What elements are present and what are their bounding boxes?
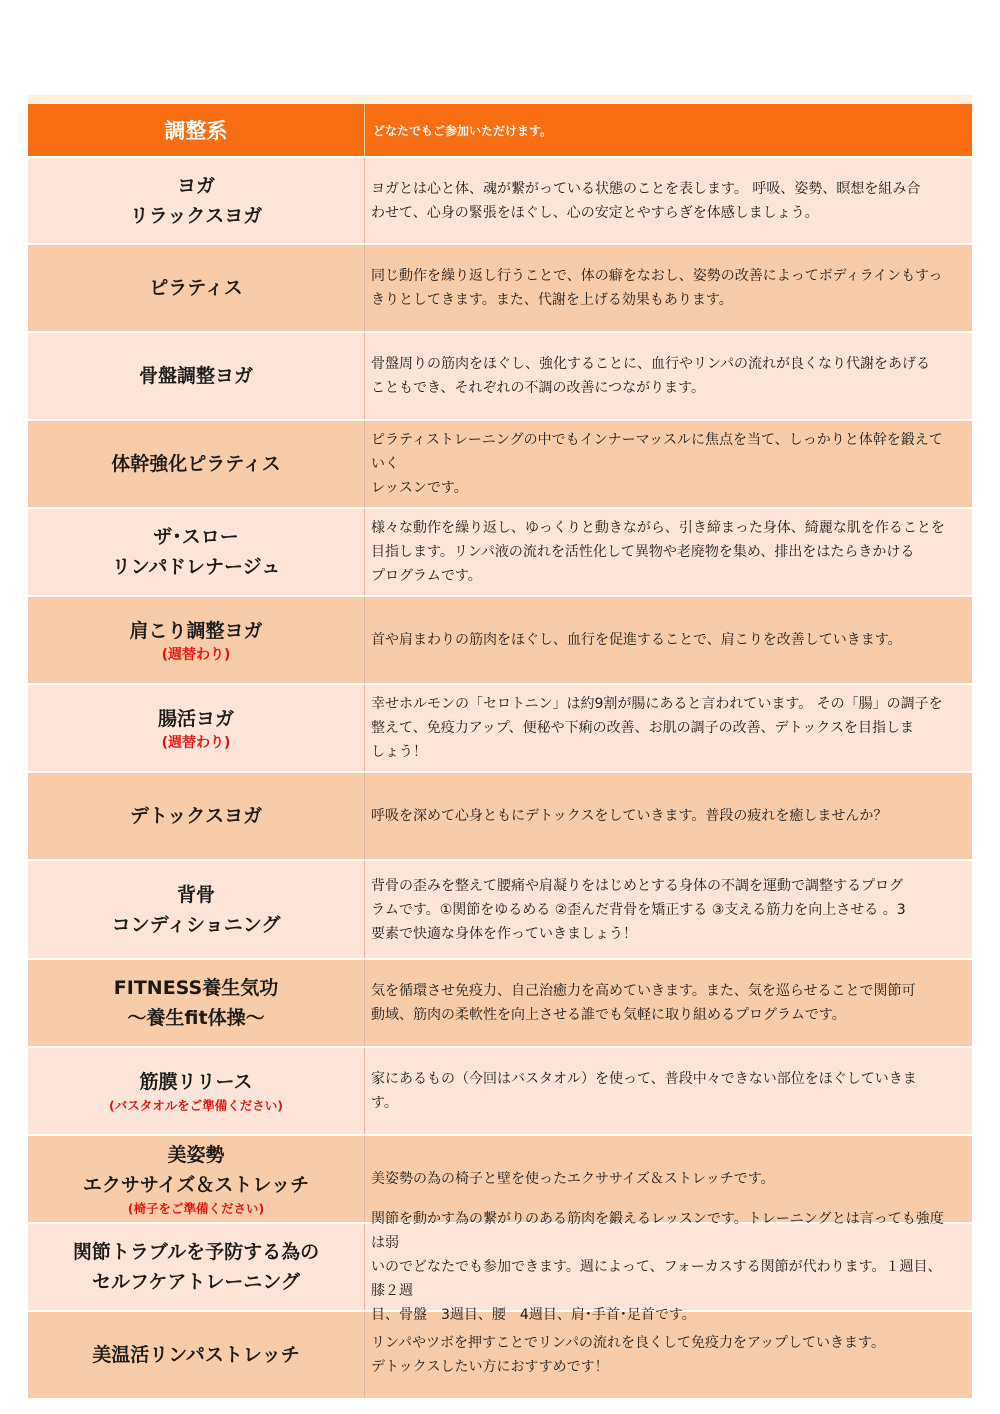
table-row — [28, 509, 972, 597]
table-row — [28, 685, 972, 773]
program-description: 家にあるもの（今回はバスタオル）を使って、普段中々できない部位をほぐしていきま す。 — [371, 1071, 917, 1111]
preparation-note: (椅子をご準備ください) — [127, 1201, 265, 1216]
program-title: 背骨 コンディショニング — [111, 883, 281, 936]
schedule-note: (週替わり) — [161, 647, 231, 663]
program-description: 背骨の歪みを整えて腰痛や肩凝りをはじめとする身体の不調を運動で調整するプログ ラムです。①関節をゆるめる ②歪んだ背骨を矯正する ③支える筋力を向上させる 。3 要素で快適な身体を作っていきましょう！ — [371, 877, 906, 942]
program-title: 関節トラブルを予防する為の セルフケアトレーニング — [72, 1241, 320, 1293]
program-description: 同じ動作を繰り返し行うことで、体の癖をなおし、姿勢の改善によってボディラインもすっ きりとしてきます。また、代謝を上げる効果もあります。 — [371, 268, 943, 308]
program-table — [28, 104, 972, 1400]
program-description: 幸せホルモンの「セロトニン」は約9割が腸にあると言われています。 その「腸」の調子を 整えて、免疫力アップ、便秘や下痢の改善、お肌の調子の改善、デトックスを目指しま しょう！ — [371, 696, 943, 760]
program-description: 気を循環させ免疫力、自己治癒力を高めていきます。また、気を巡らせることで関節可 動域、筋肉の柔軟性を向上させる誰でも気軽に取り組めるプログラムです。 — [371, 983, 916, 1023]
program-title: 骨盤調整ヨガ — [138, 365, 253, 387]
table-row — [28, 421, 972, 509]
program-title: 美姿勢 エクササイズ＆ストレッチ — [82, 1144, 310, 1196]
program-description: ヨガとは心と体、魂が繋がっている状態のことを表します。 呼吸、姿勢、瞑想を組み合 わせて、心身の緊張をほぐし、心の安定とやすらぎを体感しましょう。 — [371, 180, 921, 221]
table-row — [28, 1312, 972, 1400]
program-description: ピラティストレーニングの中でもインナーマッスルに焦点を当て、しっかりと体幹を鍛えていく レッスンです。 — [371, 432, 943, 496]
schedule-note: (週替わり) — [161, 735, 231, 751]
table-row — [28, 773, 972, 861]
program-title: 腸活ヨガ — [157, 708, 234, 730]
program-title: 肩こり調整ヨガ — [129, 620, 263, 642]
program-title: 美温活リンパストレッチ — [92, 1344, 300, 1366]
program-description: リンパやツボを押すことでリンパの流れを良くして免疫力をアップしていきます。 デトックスしたい方におすすめです！ — [371, 1335, 885, 1375]
table-row — [28, 1048, 972, 1136]
category-title: 調整系 — [28, 104, 365, 156]
program-description: 様々な動作を繰り返し、ゆっくりと動きながら、引き締まった身体、綺麗な肌を作ることを 目指します。リンパ液の流れを活性化して異物や老廃物を集め、排出をはたらきかける プログラムです。 — [371, 520, 945, 584]
program-description: 美姿勢の為の椅子と壁を使ったエクササイズ＆ストレッチです。 — [371, 1171, 775, 1187]
program-description: 骨盤周りの筋肉をほぐし、強化することに、血行やリンパの流れが良くなり代謝をあげる こともでき、それぞれの不調の改善につながります。 — [371, 356, 931, 396]
program-title: 筋膜リリース — [139, 1071, 253, 1093]
program-title: 体幹強化ピラティス — [111, 453, 281, 475]
program-title: デトックスヨガ — [129, 805, 263, 827]
table-row — [28, 158, 972, 245]
program-description: は弱 いのでどなたでも参加できます。週によって、フォーカスする関節が代わります。１週目、膝２週 — [371, 1235, 942, 1299]
table-header — [28, 104, 972, 158]
table-row — [28, 1224, 972, 1312]
program-title: ザ･スロー リンパドレナージュ — [111, 526, 281, 578]
table-row — [28, 245, 972, 333]
preparation-note: (バスタオルをご準備ください) — [109, 1098, 283, 1113]
top-accent-strip — [28, 95, 972, 104]
table-row — [28, 861, 972, 960]
program-description: 呼吸を深めて心身ともにデトックスをしていきます。普段の疲れを癒しませんか？ — [371, 808, 888, 824]
program-description: 首や肩まわりの筋肉をほぐし、血行を促進することで、肩こりを改善していきます。 — [371, 632, 902, 648]
table-row — [28, 597, 972, 685]
table-row — [28, 960, 972, 1048]
program-title: ヨガ リラックスヨガ — [129, 174, 263, 227]
participation-note: どなたでもご参加いただけます。 — [373, 123, 553, 138]
table-row — [28, 333, 972, 421]
program-title: FITNESS養生気功 ～養生fit体操～ — [113, 977, 279, 1029]
program-title: ピラティス — [149, 277, 243, 299]
